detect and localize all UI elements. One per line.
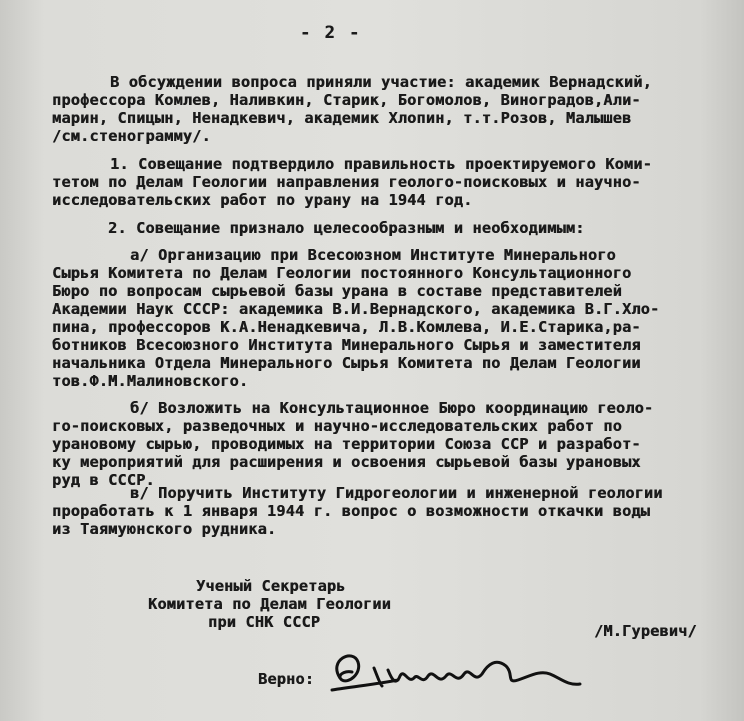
item-b-line-2: го-поисковых, разведочных и научно-исследовательских работ по <box>52 417 622 435</box>
item-c-line-3: из Таямуюнского рудника. <box>52 520 277 538</box>
item-b-line-5: руд в СССР. <box>52 471 155 489</box>
item-a-line-1: а/ Организацию при Всесоюзном Институте Минерального <box>130 246 616 264</box>
point1-line-2: тетом по Делам Геологии направления геолого-поисковых и научно- <box>52 173 641 191</box>
participants-line-1: В обсуждении вопроса приняли участие: академик Вернадский, <box>110 73 652 91</box>
item-a-line-2: Сырья Комитета по Делам Геологии постоянного Консультационного <box>52 264 632 282</box>
item-a-line-8: тов.Ф.М.Малиновского. <box>52 372 249 390</box>
verified-label: Верно: <box>258 670 315 688</box>
item-c-line-1: в/ Поручить Институту Гидрогеологии и инженерной геологии <box>130 484 663 502</box>
signatory-title-1: Ученый Секретарь <box>196 577 346 595</box>
signatory-title-2: Комитета по Делам Геологии <box>148 595 391 613</box>
item-b-line-4: ку мероприятий для расширения и освоения сырьевой базы урановых <box>52 453 641 471</box>
item-a-line-3: Бюро по вопросам сырьевой базы урана в составе представителей <box>52 282 622 300</box>
signatory-name: /М.Гуревич/ <box>594 622 697 640</box>
participants-line-3: марин, Спицын, Ненадкевич, академик Хлопин, т.т.Розов, Малышев <box>52 109 632 127</box>
item-b-line-1: б/ Возложить на Консультационное Бюро координацию геоло- <box>130 399 654 417</box>
item-b-line-3: урановому сырью, проводимых на территории Союза ССР и разработ- <box>52 435 641 453</box>
item-a-line-6: ботников Всесоюзного Института Минерального Сырья и заместителя <box>52 336 641 354</box>
item-a-line-5: пина, профессоров К.А.Ненадкевича, Л.В.Комлева, И.Е.Старика,ра- <box>52 318 641 336</box>
point1-line-1: 1. Совещание подтвердило правильность проектируемого Коми- <box>110 155 652 173</box>
point1-line-3: исследовательских работ по урану на 1944 год. <box>52 191 473 209</box>
item-a-line-7: начальника Отдела Минерального Сырья Комитета по Делам Геологии <box>52 354 641 372</box>
participants-line-2: профессора Комлев, Наливкин, Старик, Богомолов, Виноградов,Али- <box>52 91 641 109</box>
item-a-line-4: Академии Наук СССР: академика В.И.Вернадского, академика В.Г.Хло- <box>52 300 660 318</box>
signatory-title-3: при СНК СССР <box>208 613 321 631</box>
page-number: - 2 - <box>300 23 362 43</box>
item-c-line-2: проработать к 1 января 1944 г. вопрос о возможности откачки воды <box>52 502 650 520</box>
point2-intro: 2. Совещание признало целесообразным и необходимым: <box>108 219 585 237</box>
handwritten-signature-icon <box>318 640 588 710</box>
participants-line-4: /см.стенограмму/. <box>52 127 211 145</box>
